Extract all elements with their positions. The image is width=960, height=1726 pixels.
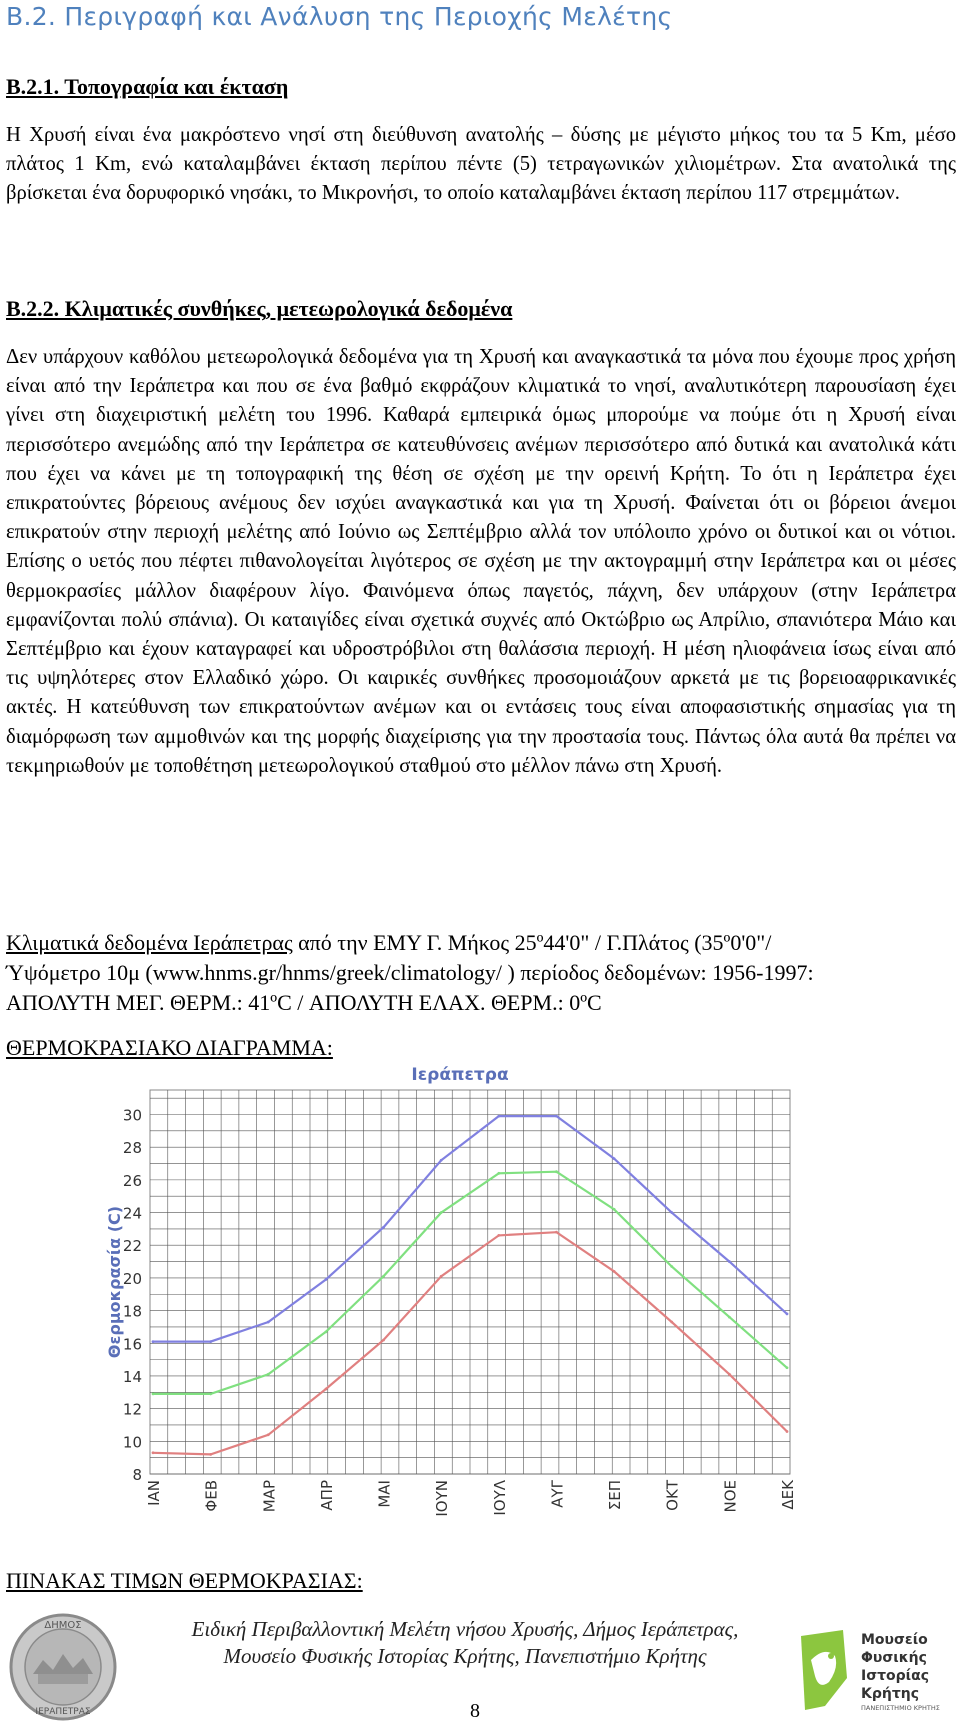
data-point-mean	[382, 1275, 385, 1278]
x-tick-label: ΟΚΤ	[663, 1480, 682, 1511]
x-tick-label: ΙΟΥΝ	[433, 1480, 452, 1517]
museum-logo-sub: ΠΑΝΕΠΙΣΤΗΜΙΟ ΚΡΗΤΗΣ	[861, 1704, 940, 1712]
data-point-mean	[613, 1208, 616, 1211]
diagram-caption: ΘΕΡΜΟΚΡΑΣΙΑΚΟ ΔΙΑΓΡΑΜΜΑ:	[6, 1035, 333, 1060]
paragraph-climate-text: Δεν υπάρχουν καθόλου μετεωρολογικά δεδομένα για τη Χρυσή και αναγκαστικά τα μόνα που έχουμε προς χρήση είναι από την Ιεράπετρα και που σε ένα βαθμό εκφράζουν κλιματικά το νησί, αναλυτικότερη παρουσίαση έχει γίνει στη διαχειριστική μελέτη του 1996. Καθαρά εμπειρικά όμως μπορούμε να πούμε ότι η Χρυσή είναι περισσότερο ανεμώδης από την Ιεράπετρα σε κατευθύνσεις ανέμων περισσότερο από δυτικά και ανατολικά κάτι που έχει να κάνει με τη τοπογραφική της θέση σε σχέση με την ορεινή Κρήτη. Το ότι η Ιεράπετρα έχει επικρατούντες βόρειους ανέμους δεν ισχύει αναγκαστικά και για τη Χρυσή. Φαίνεται ότι οι βόρειοι άνεμοι επικρατούν στην περιοχή μελέτης από Ιούνιο ως Σεπτέμβριο αλλά τον υπόλοιπο χρόνο οι δυτικοί και οι νότιοι. Επίσης ο υετός που πέφτει πιθανολογείται λιγότερος σε σχέση με την ακτογραμμή στην Ιεράπετρα και οι μέσες θερμοκρασίες μάλλον διαφέρουν λίγο. Φαινόμενα όπως παγετός, πάχνη, δεν υπάρχουν (στην Ιεράπετρα εμφανίζονται πολύ σπάνια). Οι καταιγίδες είναι σχετικά συχνές από Οκτώβριο ως Απρίλιο, σπανιότερα Μάιο και Σεπτέμβριο και έχουν καταγραφεί και υδροστρόβιλοι στη θαλάσσια περιοχή. Η μέση ηλιοφάνεια ίσως είναι από τις υψηλότερες στον Ελλαδικό χώρο. Οι καιρικές συνθήκες προσομοιάζουν αρκετά με τις βορειοαφρικανικές ακτές. Η κατεύθυνση των επικρατούντων ανέμων και οι εντάσεις τους είναι αποφασιστικής σημασίας για τη διαμόρφωση των αμμοθινών και της μορφής διαχείρισης για την προστασία τους. Πάντως όλα αυτά θα πρέπει να τεκμηριωθούν με τοποθέτηση μετεωρολογικού σταθμού στο μέλλον πάνω στη Χρυσή.	[6, 346, 956, 777]
data-point-max	[786, 1312, 789, 1315]
x-tick-label: ΜΑΙ	[375, 1480, 394, 1508]
museum-logo-line-3: Ιστορίας	[861, 1668, 930, 1684]
data-point-max	[325, 1278, 328, 1281]
data-point-mean	[670, 1265, 673, 1268]
page-number: 8	[470, 1700, 480, 1722]
data-point-mean	[555, 1170, 558, 1173]
data-point-max	[267, 1321, 270, 1324]
data-point-max	[670, 1211, 673, 1214]
climate-data-line-1	[6, 928, 956, 958]
data-point-min	[209, 1453, 212, 1456]
data-point-min	[440, 1275, 443, 1278]
x-tick-label: ΔΕΚ	[779, 1480, 797, 1510]
subsection-title-topography: Β.2.1. Τοπογραφία και έκταση	[6, 74, 289, 99]
data-point-min	[497, 1234, 500, 1237]
y-tick-label: 16	[122, 1335, 142, 1354]
data-point-min	[728, 1373, 731, 1376]
data-point-mean	[728, 1316, 731, 1319]
x-tick-label: ΦΕΒ	[202, 1480, 221, 1512]
museum-logo-line-2: Φυσικής	[861, 1650, 927, 1666]
x-tick-label: ΑΥΓ	[548, 1480, 567, 1508]
data-point-max	[152, 1340, 155, 1343]
y-tick-label: 30	[122, 1106, 142, 1125]
y-tick-label: 24	[122, 1204, 142, 1223]
x-tick-label: ΙΑΝ	[145, 1480, 163, 1506]
data-point-mean	[440, 1211, 443, 1214]
seal-text-top: ΔΗΜΟΣ	[44, 1620, 82, 1631]
climate-data-line-3: ΑΠΟΛΥΤΗ ΜΕΓ. ΘΕΡΜ.: 41ºC / ΑΠΟΛΥΤΗ ΕΛΑΧ. ΘΕΡΜ.: 0ºC	[6, 990, 602, 1015]
footer-line-2: Μουσείο Φυσικής Ιστορίας Κρήτης, Πανεπιστήμιο Κρήτης	[223, 1644, 707, 1668]
climate-data-block	[6, 928, 956, 1018]
table-caption: ΠΙΝΑΚΑΣ ΤΙΜΩΝ ΘΕΡΜΟΚΡΑΣΙΑΣ:	[6, 1568, 363, 1593]
seal-text-bottom: ΙΕΡΑΠΕΤΡΑΣ	[35, 1707, 91, 1717]
temperature-chart	[100, 1062, 810, 1542]
paragraph-topography-text: Η Χρυσή είναι ένα μακρόστενο νησί στη διεύθυνση ανατολής – δύσης με μέγιστο μήκος του τα 5 Km, μέσο πλάτος 1 Km, ενώ καταλαμβάνει έκταση περίπου πέντε (5) τετραγωνικών χιλιομέτρων. Στα ανατολικά της βρίσκεται ένα δορυφορικό νησάκι, το Μικρονήσι, το οποίο καταλαμβάνει έκταση περίπου 117 στρεμμάτων.	[6, 124, 956, 205]
data-point-mean	[786, 1366, 789, 1369]
y-tick-label: 28	[122, 1139, 142, 1158]
climate-data-line-2: Ύψόμετρο 10μ (www.hnms.gr/hnms/greek/climatology/ ) περίοδος δεδομένων: 1956-1997:	[6, 960, 814, 985]
data-point-max	[382, 1226, 385, 1229]
footer-line-1: Ειδική Περιβαλλοντική Μελέτη νήσου Χρυσής, Δήμος Ιεράπετρας,	[191, 1617, 739, 1641]
y-tick-label: 22	[122, 1237, 142, 1256]
data-point-min	[613, 1270, 616, 1273]
municipality-seal-logo	[8, 1612, 118, 1722]
museum-logo-line-4: Κρήτης	[861, 1686, 920, 1702]
data-point-mean	[497, 1172, 500, 1175]
data-point-max	[440, 1159, 443, 1162]
x-tick-label: ΙΟΥΛ	[490, 1480, 509, 1516]
y-tick-label: 14	[122, 1367, 142, 1386]
y-tick-label: 20	[122, 1269, 142, 1288]
y-tick-label: 12	[122, 1400, 142, 1419]
footer-citation	[150, 1616, 780, 1670]
data-point-max	[728, 1260, 731, 1263]
data-point-max	[209, 1340, 212, 1343]
chart-title: Ιεράπετρα	[411, 1065, 509, 1085]
data-point-min	[786, 1430, 789, 1433]
paragraph-topography	[6, 121, 956, 209]
y-tick-label: 26	[122, 1171, 142, 1190]
data-point-min	[325, 1388, 328, 1391]
data-point-min	[670, 1321, 673, 1324]
data-point-mean	[325, 1330, 328, 1333]
data-point-max	[497, 1115, 500, 1118]
section-heading: Β.2. Περιγραφή και Ανάλυση της Περιοχής Μελέτης	[6, 2, 673, 31]
data-point-mean	[152, 1393, 155, 1396]
y-axis-label: Θερμοκρασία (C)	[105, 1205, 124, 1359]
y-tick-label: 8	[132, 1466, 142, 1484]
x-tick-label: ΜΑΡ	[260, 1480, 279, 1513]
data-point-max	[613, 1157, 616, 1160]
data-point-mean	[267, 1373, 270, 1376]
data-point-min	[555, 1231, 558, 1234]
x-tick-label: ΝΟΕ	[721, 1480, 740, 1513]
museum-logo-line-1: Μουσείο	[861, 1632, 928, 1648]
climate-data-line-1-rest: από την ΕΜΥ Γ. Μήκος 25º44'0" / Γ.Πλάτος (35º0'0"/	[292, 930, 772, 955]
y-tick-label: 10	[122, 1433, 142, 1452]
x-tick-label: ΣΕΠ	[606, 1480, 625, 1511]
data-point-min	[267, 1433, 270, 1436]
x-tick-label: ΑΠΡ	[317, 1480, 336, 1511]
climate-data-link[interactable]: Κλιματικά δεδομένα Ιεράπετρας	[6, 930, 293, 955]
subsection-title-climate: Β.2.2. Κλιματικές συνθήκες, μετεωρολογικά δεδομένα	[6, 296, 513, 321]
data-point-mean	[209, 1393, 212, 1396]
museum-logo	[795, 1626, 955, 1716]
paragraph-climate	[6, 343, 956, 781]
data-point-max	[555, 1115, 558, 1118]
data-point-min	[152, 1451, 155, 1454]
y-tick-label: 18	[122, 1302, 142, 1321]
data-point-min	[382, 1339, 385, 1342]
